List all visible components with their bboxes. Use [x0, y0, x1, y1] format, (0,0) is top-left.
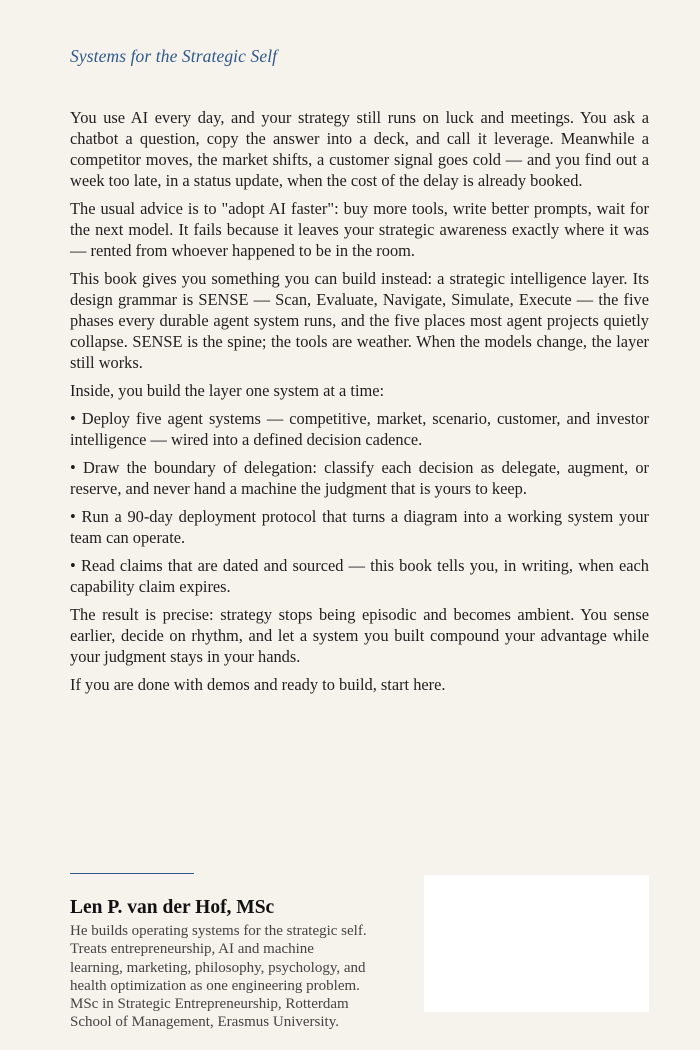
- author-bio-line: health optimization as one engineering problem.: [70, 977, 360, 994]
- author-divider: [70, 873, 194, 874]
- author-bio-line: School of Management, Erasmus University.: [70, 1014, 339, 1031]
- author-photo-placeholder: [424, 875, 649, 1012]
- bullet-deployment-protocol: • Run a 90-day deployment protocol that turns a diagram into a working system your team can operate.: [70, 507, 649, 547]
- paragraph-call-to-action: If you are done with demos and ready to build, start here.: [70, 675, 446, 694]
- paragraph-result: The result is precise: strategy stops being episodic and becomes ambient. You sense earlier, decide on rhythm, and let a system you built compound your advantage while your judgment stays in your hands.: [70, 605, 649, 666]
- author-bio: [70, 922, 410, 1032]
- author-bio-line: MSc in Strategic Entrepreneurship, Rotterdam: [70, 996, 349, 1013]
- author-bio-line: He builds operating systems for the strategic self.: [70, 923, 367, 939]
- paragraph-book-offer: This book gives you something you can build instead: a strategic intelligence layer. Its design grammar is SENSE — Scan, Evaluate, Navigate, Simulate, Execute — the five phases every durable agent system runs, and the five places most agent projects quietly collapse. SENSE is the spine; the tools are weather. When the models change, the layer still works.: [70, 269, 649, 372]
- author-bio-line: Treats entrepreneurship, AI and machine: [70, 941, 314, 958]
- paragraph-inside: Inside, you build the layer one system at a time:: [70, 381, 385, 400]
- author-bio-line: learning, marketing, philosophy, psychology, and: [70, 959, 366, 976]
- author-name: Len P. van der Hof, MSc: [70, 897, 275, 918]
- blurb-body: [70, 107, 649, 702]
- bullet-dated-claims: • Read claims that are dated and sourced — this book tells you, in writing, when each capability claim expires.: [70, 556, 649, 596]
- paragraph-usual-advice: The usual advice is to "adopt AI faster": buy more tools, write better prompts, wait for the next model. It fails because it leaves your strategic awareness exactly where it was — rented from whoever happened to be in the room.: [70, 199, 649, 260]
- paragraph-intro: You use AI every day, and your strategy still runs on luck and meetings. You ask a chatbot a question, copy the answer into a deck, and call it leverage. Meanwhile a competitor moves, the market shifts, a customer signal goes cold — and you find out a week too late, in a status update, when the cost of the delay is already booked.: [70, 108, 649, 190]
- bullet-deploy-agents: • Deploy five agent systems — competitive, market, scenario, customer, and investor intelligence — wired into a defined decision cadence.: [70, 409, 649, 449]
- series-title: Systems for the Strategic Self: [70, 46, 278, 66]
- bullet-delegation-boundary: • Draw the boundary of delegation: classify each decision as delegate, augment, or reserve, and never hand a machine the judgment that is yours to keep.: [70, 458, 649, 498]
